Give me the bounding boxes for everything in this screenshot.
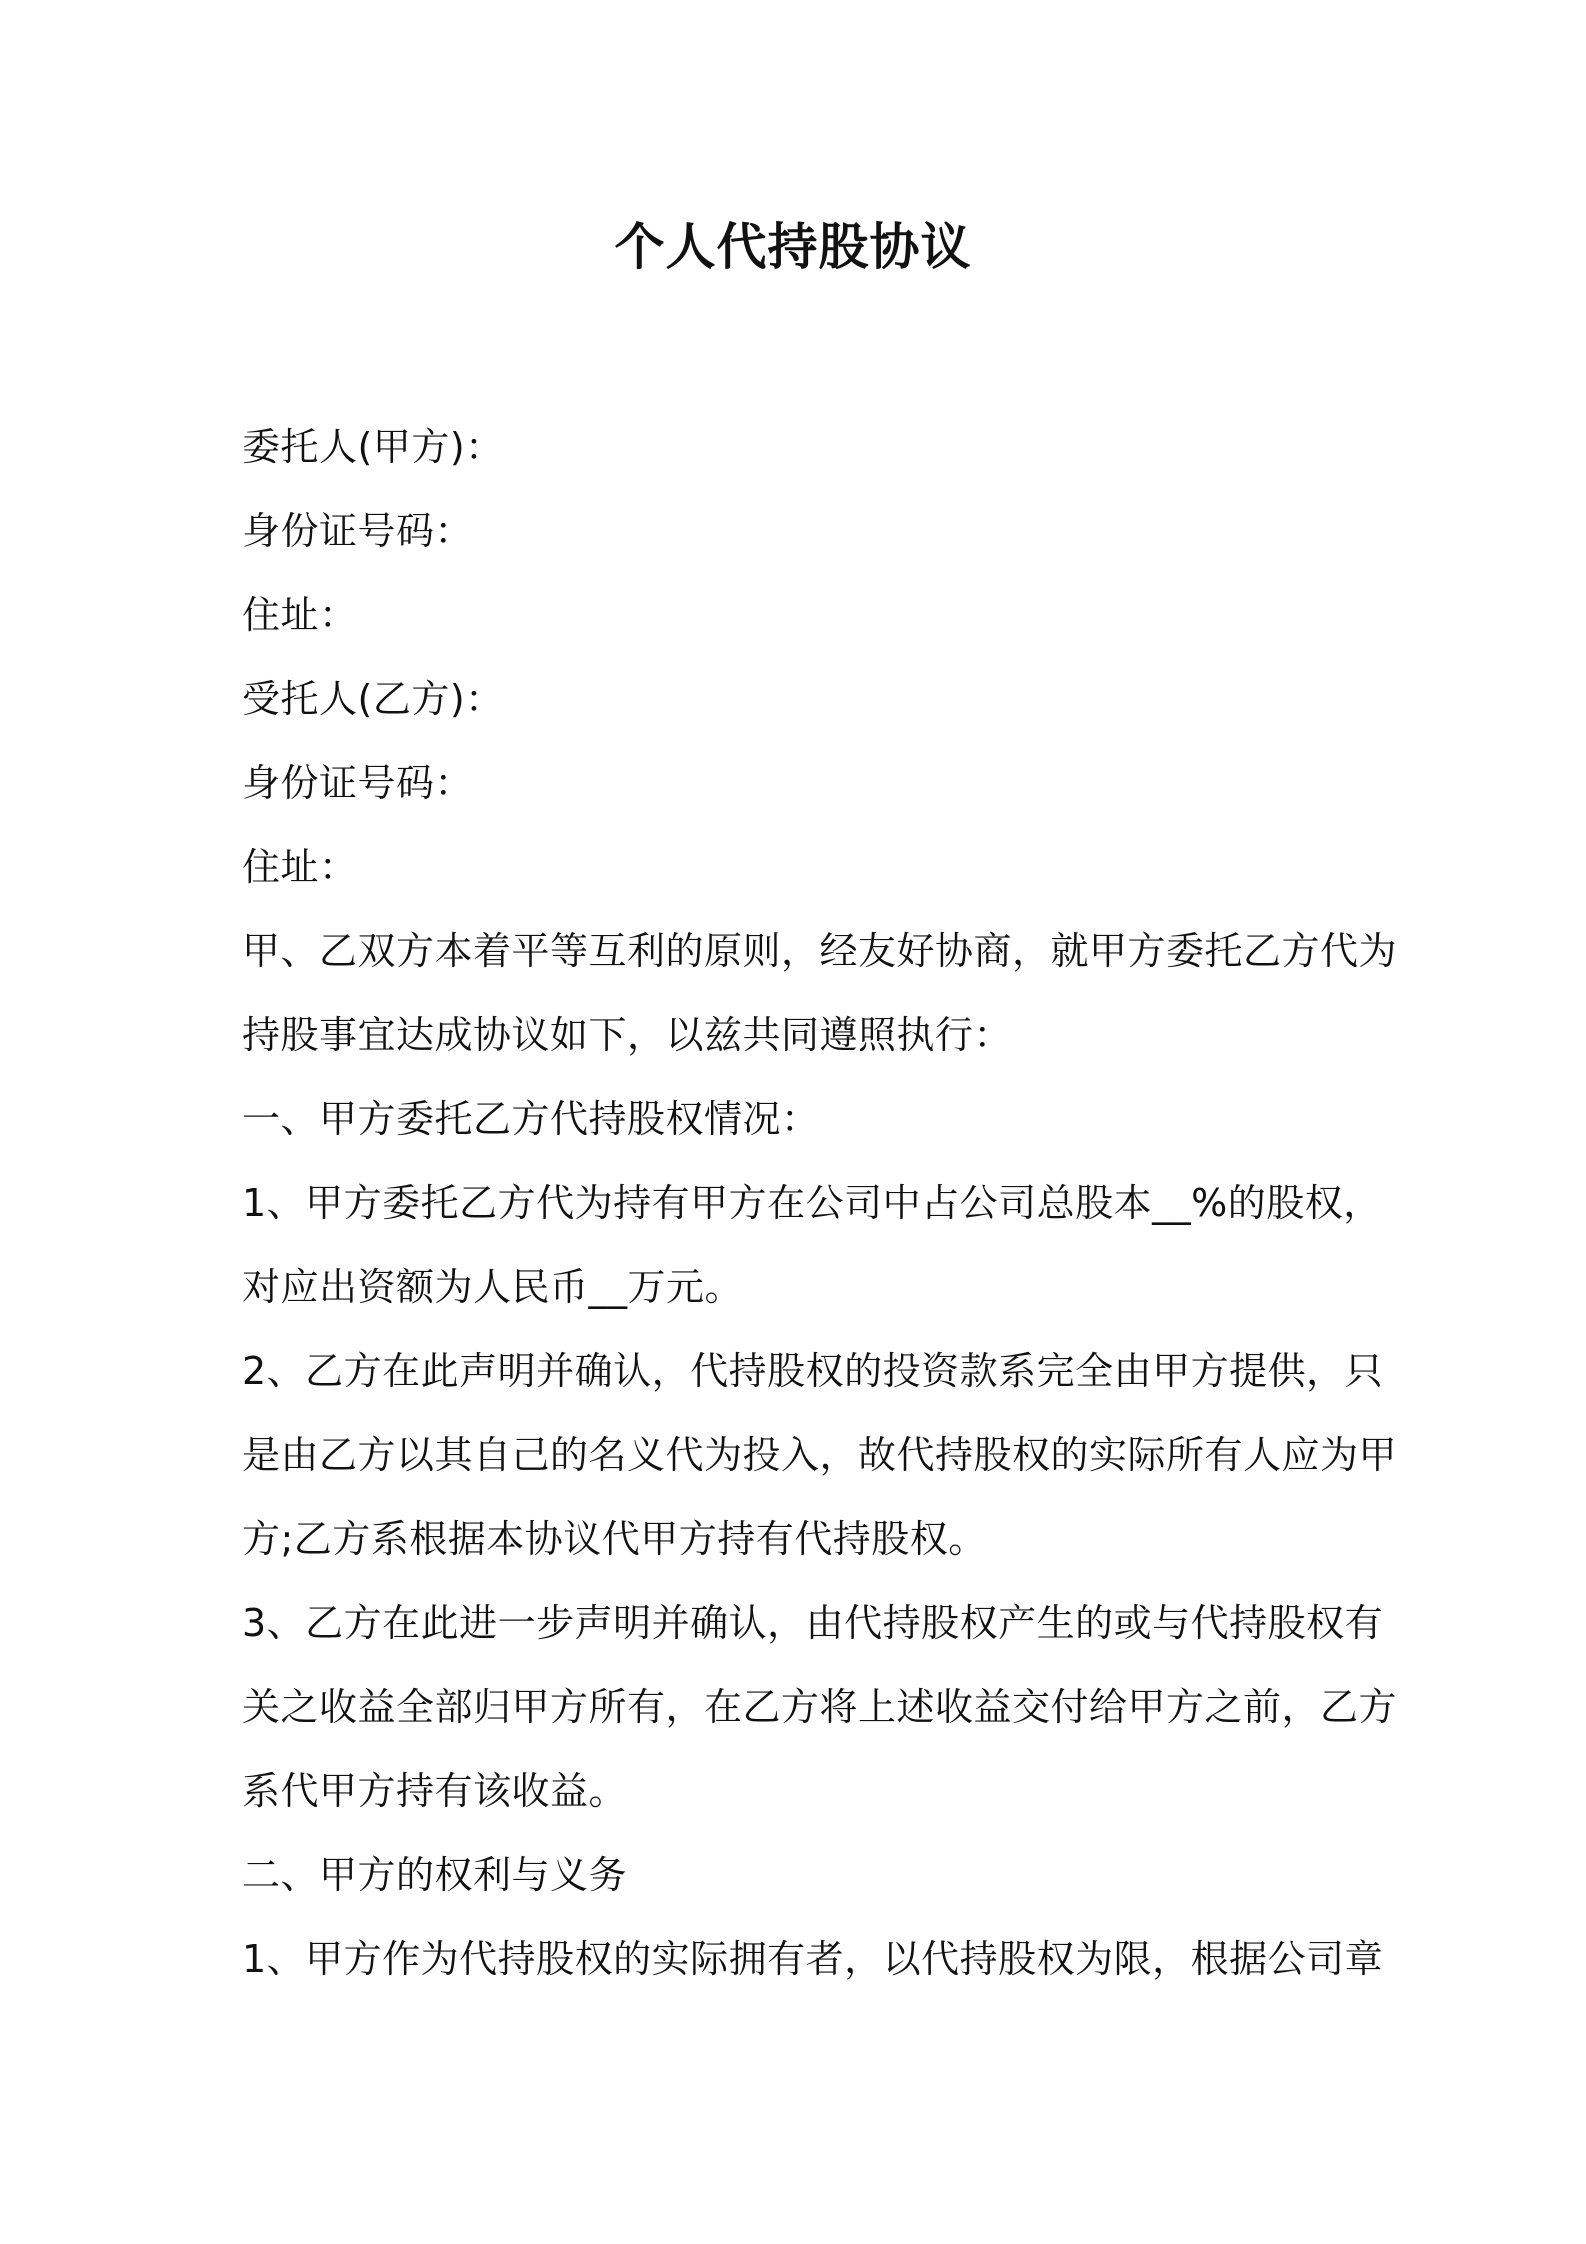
trustee-label: 受托人(乙方)： <box>242 677 504 721</box>
trustee-address-label: 住址： <box>242 845 358 889</box>
section-heading: 二、甲方的权利与义务 <box>242 1853 628 1897</box>
preamble-line: 甲、乙双方本着平等互利的原则，经友好协商，就甲方委托乙方代为 <box>242 929 1398 973</box>
clause-line: 是由乙方以其自己的名义代为投入，故代持股权的实际所有人应为甲 <box>242 1433 1398 1477</box>
clause-line: 3、乙方在此进一步声明并确认，由代持股权产生的或与代持股权有 <box>242 1601 1384 1645</box>
section-heading: 一、甲方委托乙方代持股权情况： <box>242 1097 820 1141</box>
preamble-line: 持股事宜达成协议如下，以兹共同遵照执行： <box>242 1013 1013 1057</box>
clause-line: 系代甲方持有该收益。 <box>242 1769 628 1813</box>
principal-label: 委托人(甲方)： <box>242 425 504 469</box>
clause-line: 对应出资额为人民币__万元。 <box>242 1265 744 1309</box>
clause-line: 2、乙方在此声明并确认，代持股权的投资款系完全由甲方提供，只 <box>242 1349 1384 1393</box>
principal-address-label: 住址： <box>242 593 358 637</box>
trustee-id-label: 身份证号码： <box>242 761 474 805</box>
principal-id-label: 身份证号码： <box>242 509 474 553</box>
clause-line: 方;乙方系根据本协议代甲方持有代持股权。 <box>242 1517 987 1561</box>
document-body <box>242 405 1398 2001</box>
clause-line: 1、甲方委托乙方代为持有甲方在公司中占公司总股本__%的股权， <box>242 1181 1382 1225</box>
clause-line: 关之收益全部归甲方所有，在乙方将上述收益交付给甲方之前，乙方 <box>242 1685 1398 1729</box>
document-title: 个人代持股协议 <box>614 218 972 276</box>
clause-line: 1、甲方作为代持股权的实际拥有者，以代持股权为限，根据公司章 <box>242 1937 1384 1981</box>
